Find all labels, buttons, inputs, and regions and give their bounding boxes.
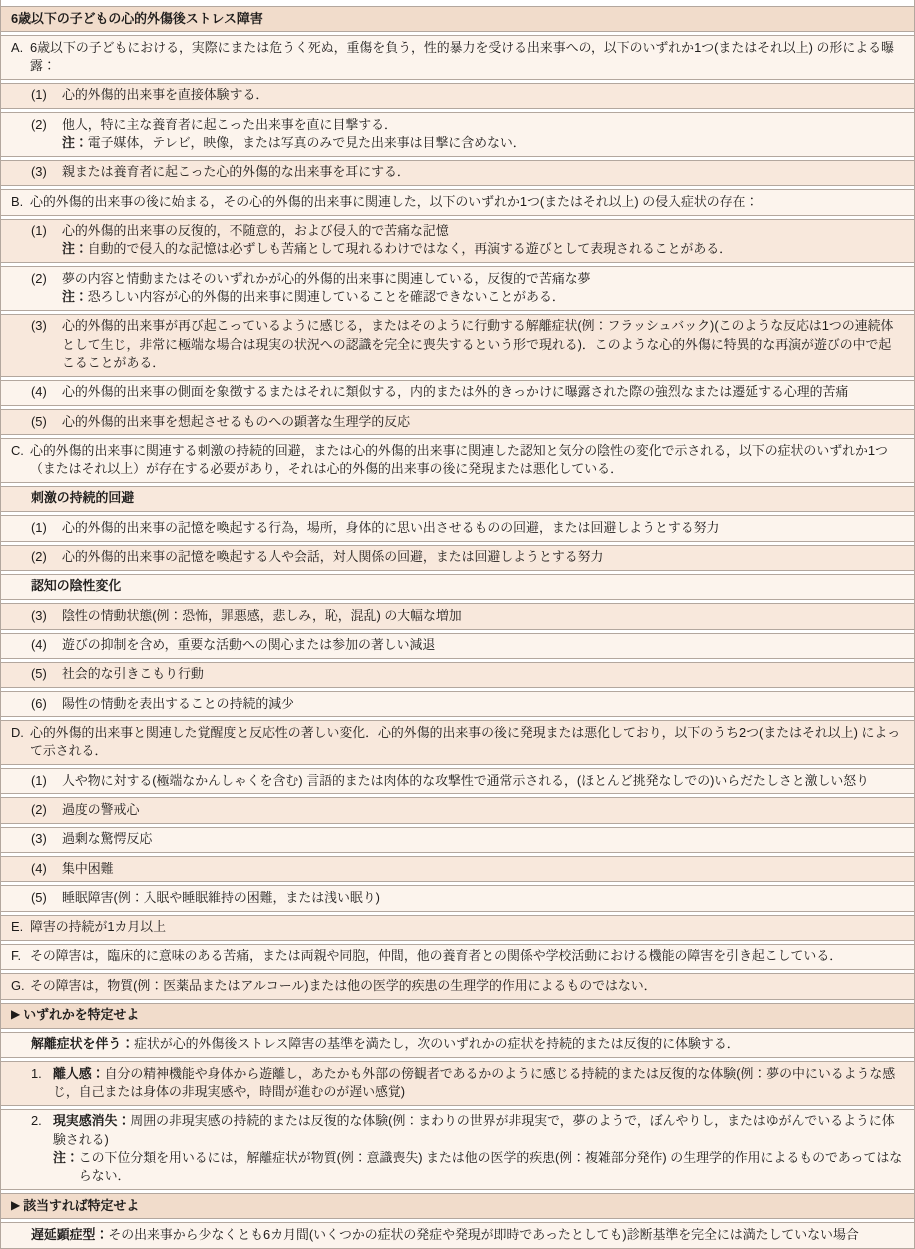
criterion-text-block (30, 918, 904, 936)
cluster-subheader-row (1, 486, 914, 512)
item-number: (2) (31, 116, 47, 132)
item-text: 他人，特に主な養育者に起こった出来事を直に目撃する． (62, 116, 397, 132)
item-text-block (53, 1112, 904, 1185)
item-number: (5) (31, 666, 47, 682)
item-text-block (62, 383, 904, 401)
item-text-block (62, 222, 904, 259)
item-text: 心的外傷的出来事の記憶を喚起する人や会話，対人関係の回避，または回避しようとする努力 (62, 549, 604, 565)
item-main-line (31, 1035, 904, 1053)
item-text: 心的外傷的出来事を想起させるものへの顕著な生理学的反応 (62, 413, 411, 429)
criterion-item-row (1, 662, 914, 688)
item-number: (2) (31, 549, 47, 565)
criterion-item-row (1, 768, 914, 794)
item-text: 睡眠障害(例：入眠や睡眠維持の困難，または浅い眠り) (62, 889, 380, 905)
item-lead: 遅延顕症型： (31, 1226, 109, 1242)
criterion-item-row (1, 83, 914, 109)
criterion-item-row (1, 691, 914, 717)
criterion-text: 障害の持続が1カ月以上 (30, 919, 167, 935)
item-main-line (62, 695, 904, 713)
item-text-block (53, 1065, 904, 1102)
item-note-line (62, 288, 904, 306)
item-text: 人や物に対する(極端なかんしゃくを含む) 言語的または肉体的な攻撃性で通常示される，(ほとんど挑発なしでの)いらだたしさと激しい怒り (62, 772, 870, 788)
item-text: 陽性の情動を表出することの持続的減少 (62, 695, 295, 711)
specifier-header-row (1, 1003, 914, 1029)
item-text-block (62, 695, 904, 713)
item-number: (2) (31, 270, 47, 286)
criterion-text-block (30, 724, 904, 761)
item-text-block (62, 548, 904, 566)
item-text: 自分の精神機能や身体から遊離し，あたかも外部の傍観者であるかのように感じる持続的または反復的な体験(例：夢の中にいるような感じ，自己または身体の非現実感や，時間が進むのが遅い感覚) (53, 1065, 896, 1099)
item-text: 心的外傷的出来事の側面を象徴するまたはそれに類似する，内的または外的きっかけに曝露された際の強烈なまたは遷延する心理的苦痛 (62, 384, 849, 400)
criterion-item-row (1, 603, 914, 629)
criterion-letter: A. (11, 39, 24, 55)
criterion-letter: G. (11, 977, 25, 993)
item-text-block (31, 1035, 904, 1053)
item-number: (3) (31, 318, 47, 334)
item-number: (5) (31, 889, 47, 905)
item-main-line (62, 116, 904, 134)
criterion-item-row (1, 219, 914, 264)
item-text: 遊びの抑制を含め，重要な活動への関心または参加の著しい減退 (62, 637, 436, 652)
criterion-text: 心的外傷的出来事と関連した覚醒度と反応性の著しい変化．心的外傷的出来事の後に発現または悪化しており，以下のうち2つ(またはそれ以上) によって示される． (30, 724, 901, 759)
specifier-header-label: いずれかを特定せよ (23, 1007, 140, 1023)
item-number: (3) (31, 831, 47, 847)
criterion-row (1, 973, 914, 999)
item-text-block (62, 116, 904, 153)
item-number: (1) (31, 519, 47, 535)
criterion-letter: B. (11, 193, 24, 209)
note-text: 自動的で侵入的な記憶は必ずしも苦痛として現れるわけではなく，再演する遊びとして表現されることがある． (87, 241, 733, 257)
specifier-item-row (1, 1109, 914, 1190)
criterion-row (1, 35, 914, 80)
item-note-line (62, 134, 904, 152)
item-main-line (62, 636, 904, 654)
item-text-block (62, 772, 904, 790)
criterion-item-row (1, 314, 914, 377)
criterion-text-block (30, 947, 904, 965)
criterion-item-row (1, 633, 914, 659)
specifier-arrow-icon: ▶ (11, 1007, 21, 1022)
item-main-line (62, 317, 904, 372)
criterion-item-row (1, 856, 914, 882)
note-prefix: 注： (62, 135, 88, 151)
item-note-line (53, 1149, 904, 1186)
item-text-block (62, 801, 904, 819)
item-main-line (62, 860, 904, 878)
item-text: 親または養育者に起こった心的外傷的な出来事を耳にする． (62, 164, 410, 180)
item-text-block (62, 860, 904, 878)
item-text: 集中困難 (62, 860, 114, 876)
criterion-item-row (1, 885, 914, 911)
table-title-row (1, 6, 914, 32)
criterion-row (1, 915, 914, 941)
item-text: 心的外傷的出来事が再び起こっているように感じる，またはそのように行動する解離症状(例：フラッシュバック)(このような反応は1つの連続体として生じ，非常に極端な場合は現実の状況への認識を完全に喪失するという形で現れる)．このような心的外傷に特異的な再演が遊びの中で起こることがある． (62, 318, 894, 370)
item-text: その出来事から少なくとも6カ月間(いくつかの症状の発症や発現が即時であったとしても)診断基準を完全には満たしていない場合 (108, 1226, 859, 1242)
item-main-line (62, 86, 904, 104)
criterion-text: 6歳以下の子どもにおける，実際にまたは危うく死ぬ，重傷を負う，性的暴力を受ける出来事への，以下のいずれか1つ(またはそれ以上) の形による曝露： (30, 39, 894, 74)
criterion-item-row (1, 545, 914, 571)
table-title: 6歳以下の子どもの心的外傷後ストレス障害 (11, 10, 263, 26)
item-text: 症状が心的外傷後ストレス障害の基準を満たし，次のいずれかの症状を持続的または反復的に体験する． (134, 1036, 740, 1052)
item-text: 心的外傷的出来事を直接体験する． (62, 87, 269, 103)
criterion-letter: F. (11, 948, 22, 964)
specifier-header-row (1, 1193, 914, 1219)
item-main-line (62, 772, 904, 790)
item-text: 過剰な驚愕反応 (62, 831, 153, 847)
criterion-item-row (1, 160, 914, 186)
item-text: 過度の警戒心 (62, 801, 140, 817)
item-text: 陰性の情動状態(例：恐怖，罪悪感，悲しみ，恥，混乱) の大幅な増加 (62, 607, 462, 623)
criterion-row (1, 944, 914, 970)
item-text-block (62, 889, 904, 907)
cluster-subheader-label: 刺激の持続的回避 (31, 490, 135, 506)
criterion-item-row (1, 380, 914, 406)
item-text-block (62, 317, 904, 372)
criterion-item-row (1, 797, 914, 823)
item-text: 心的外傷的出来事の記憶を喚起する行為，場所，身体的に思い出させるものの回避，または回避しようとする努力 (62, 519, 720, 535)
item-number: (1) (31, 772, 47, 788)
note-text: 恐ろしい内容が心的外傷的出来事に関連していることを確認できないことがある． (87, 288, 565, 304)
note-prefix: 注： (53, 1149, 79, 1165)
item-number: (4) (31, 860, 47, 876)
item-text-block (62, 830, 904, 848)
criterion-text: その障害は，臨床的に意味のある苦痛，または両親や同胞，仲間，他の養育者との関係や学校活動における機能の障害を引き起こしている． (30, 948, 843, 964)
specifier-item-row (1, 1061, 914, 1106)
item-text-block (62, 636, 904, 654)
item-text-block (62, 163, 904, 181)
item-main-line (62, 163, 904, 181)
criterion-text-block (30, 193, 904, 211)
note-text: 電子媒体，テレビ，映像，または写真のみで見た出来事は目撃に含めない． (87, 135, 526, 151)
note-prefix: 注： (62, 241, 88, 257)
item-text: 周囲の非現実感の持続的または反復的な体験(例：まわりの世界が非現実で，夢のようで，ぼんやりし，またはゆがんでいるように体験される) (53, 1113, 895, 1147)
criterion-row (1, 438, 914, 483)
criterion-text-block (30, 977, 904, 995)
item-text-block (62, 270, 904, 307)
item-main-line (53, 1112, 904, 1149)
item-text-block (62, 519, 904, 537)
specifier-item-row (1, 1222, 914, 1248)
criterion-row (1, 189, 914, 215)
criterion-text: 心的外傷的出来事の後に始まる，その心的外傷的出来事に関連した，以下のいずれか1つ(またはそれ以上) の侵入症状の存在： (30, 193, 759, 209)
item-text-block (62, 413, 904, 431)
item-text-block (31, 1226, 904, 1244)
item-number: 1. (31, 1065, 42, 1081)
item-number: (3) (31, 607, 47, 623)
item-text-block (62, 665, 904, 683)
cluster-subheader-label: 認知の陰性変化 (31, 578, 122, 594)
item-text-block (62, 607, 904, 625)
criterion-text-block (30, 39, 904, 76)
item-main-line (62, 413, 904, 431)
item-number: (5) (31, 413, 47, 429)
item-number: (1) (31, 223, 47, 238)
item-text: 社会的な引きこもり行動 (62, 666, 204, 682)
item-main-line (62, 607, 904, 625)
item-main-line (62, 889, 904, 907)
item-number: (4) (31, 384, 47, 400)
item-number: 2. (31, 1113, 42, 1129)
item-main-line (62, 519, 904, 537)
item-lead: 現実感消失： (53, 1113, 131, 1129)
criterion-item-row (1, 515, 914, 541)
criterion-row (1, 720, 914, 765)
criterion-letter: E. (11, 919, 24, 935)
item-number: (1) (31, 87, 47, 103)
item-main-line (62, 665, 904, 683)
item-main-line (62, 383, 904, 401)
criterion-letter: D. (11, 724, 24, 740)
specifier-header-label: 該当すれば特定せよ (23, 1197, 140, 1213)
criterion-letter: C. (11, 442, 24, 458)
criterion-text: その障害は，物質(例：医薬品またはアルコール)または他の医学的疾患の生理学的作用によるものではない． (30, 977, 657, 993)
item-lead: 解離症状を伴う： (31, 1036, 135, 1052)
item-main-line (62, 801, 904, 819)
criterion-text-block (30, 442, 904, 479)
item-number: (6) (31, 695, 47, 711)
criterion-item-row (1, 409, 914, 435)
item-main-line (62, 222, 904, 240)
criterion-text: 心的外傷的出来事に関連する刺激の持続的回避，または心的外傷的出来事に関連した認知と気分の陰性の変化で示される，以下の症状のいずれか1つ（またはそれ以上）が存在する必要があり，それは心的外傷的出来事の後に発現または悪化している． (30, 442, 888, 477)
item-main-line (53, 1065, 904, 1102)
item-main-line (31, 1226, 904, 1244)
criterion-item-row (1, 827, 914, 853)
item-main-line (62, 830, 904, 848)
item-number: (3) (31, 164, 47, 180)
note-prefix: 注： (62, 288, 88, 304)
note-text: この下位分類を用いるには，解離症状が物質(例：意識喪失) または他の医学的疾患(例：複雑部分発作) の生理学的作用によるものであってはならない． (78, 1149, 903, 1184)
item-main-line (62, 270, 904, 288)
criterion-item-row (1, 266, 914, 311)
item-main-line (62, 548, 904, 566)
criterion-item-row (1, 112, 914, 157)
specifier-arrow-icon: ▶ (11, 1197, 21, 1212)
item-number: (4) (31, 637, 47, 652)
item-lead: 離人感： (53, 1065, 105, 1081)
item-text: 心的外傷的出来事の反復的，不随意的，および侵入的で苦痛な記憶 (62, 223, 449, 238)
item-text-block (62, 86, 904, 104)
item-number: (2) (31, 801, 47, 817)
specifier-item-row (1, 1032, 914, 1058)
cluster-subheader-row (1, 574, 914, 600)
item-text: 夢の内容と情動またはそのいずれかが心的外傷的出来事に関連している，反復的で苦痛な夢 (62, 270, 591, 286)
item-note-line (62, 240, 904, 258)
